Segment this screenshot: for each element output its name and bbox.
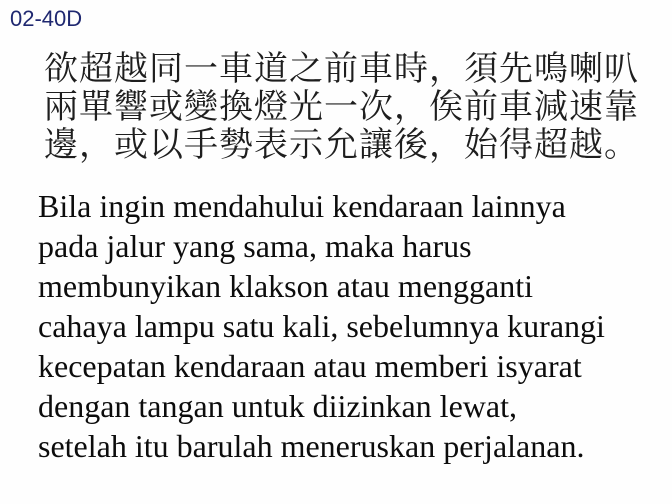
indonesian-line-2: pada jalur yang sama, maka harus [38, 228, 472, 264]
indonesian-line-3: membunyikan klakson atau mengganti [38, 268, 533, 304]
indonesian-line-7: setelah itu barulah meneruskan perjalanan. [38, 428, 585, 464]
indonesian-line-4: cahaya lampu satu kali, sebelumnya kurangi [38, 308, 605, 344]
question-code: 02-40D [10, 6, 83, 31]
chinese-line-3: 邊，或以手勢表示允讓後，始得超越。 [44, 125, 639, 165]
indonesian-paragraph [38, 186, 664, 466]
chinese-line-2: 兩單響或變換燈光一次，俟前車減速靠 [44, 87, 639, 127]
indonesian-line-1: Bila ingin mendahului kendaraan lainnya [38, 188, 566, 224]
chinese-paragraph [44, 50, 664, 164]
indonesian-line-6: dengan tangan untuk diizinkan lewat, [38, 388, 517, 424]
chinese-line-1: 欲超越同一車道之前車時，須先鳴喇叭 [44, 49, 639, 89]
indonesian-line-5: kecepatan kendaraan atau memberi isyarat [38, 348, 582, 384]
